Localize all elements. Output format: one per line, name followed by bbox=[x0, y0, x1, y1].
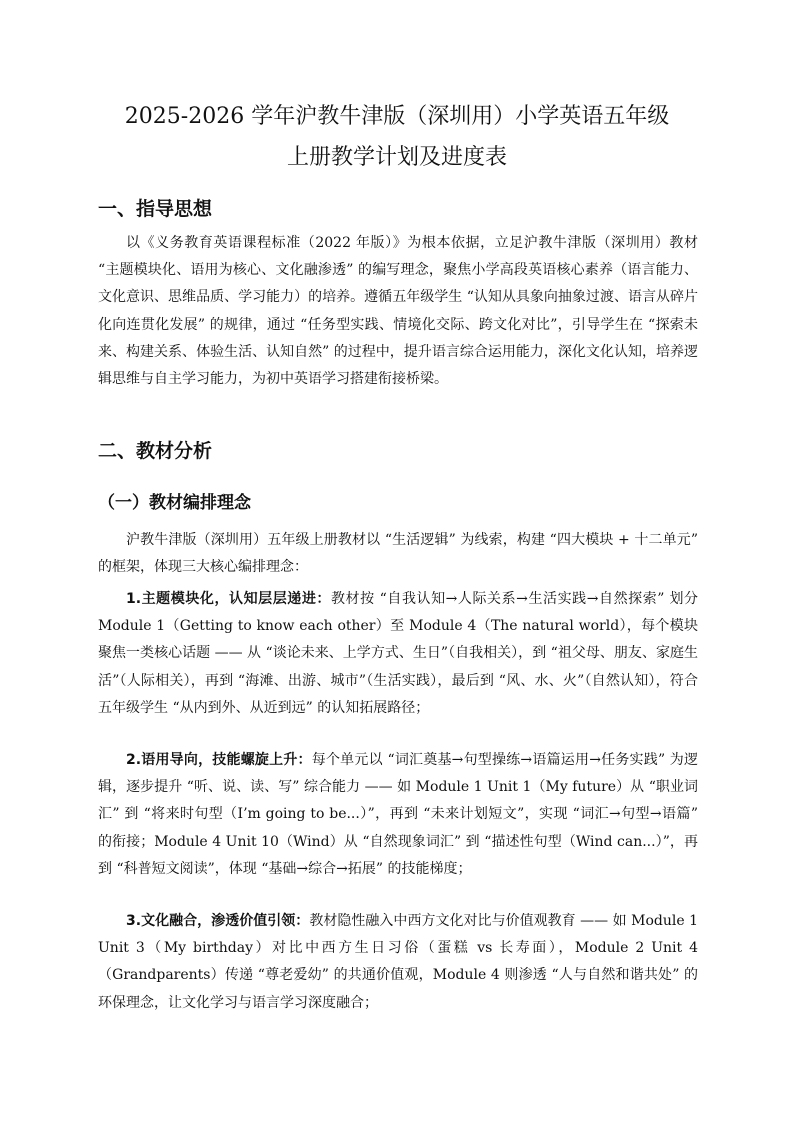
concept-item-3-lead: 3.文化融合，渗透价值引领： bbox=[126, 913, 310, 929]
concept-item-3 bbox=[98, 908, 698, 1017]
document-title-line-2: 上册教学计划及进度表 bbox=[286, 145, 507, 170]
concept-item-3-text: 教材隐性融入中西方文化对比与价值观教育 —— 如 Module 1 Unit 3（My birthday）对比中西方生日习俗（蛋糕 vs 长寿面），Module 2 Unit 4（Grandparents）传递 “尊老爱幼” 的共通价值观，Module 4 则渗透 “人与自然和谐共处” 的环保理念，让文化学习与语言学习深度融合； bbox=[98, 913, 698, 1011]
concept-item-1-text: 教材按 “自我认知→人际关系→生活实践→自然探索” 划分 Module 1（Getting to know each other）至 Module 4（The natural world），每个模块聚焦一类核心话题 —— 从 “谈论未来、上学方式、生日”（自我相关），到 “祖父母、朋友、家庭生活”（人际相关），再到 “海滩、出游、城市”（生活实践），最后到 “风、水、火”（自然认知），符合五年级学生 “从内到外、从近到远” 的认知拓展路径； bbox=[98, 591, 699, 716]
compilation-intro-paragraph: 沪教牛津版（深圳用）五年级上册教材以 “生活逻辑” 为线索，构建 “四大模块 + 十二单元” 的框架，体现三大核心编排理念： bbox=[98, 532, 698, 576]
concept-item-1 bbox=[98, 586, 698, 722]
section-heading-textbook-analysis: 二、教材分析 bbox=[98, 440, 213, 462]
subheading-compilation-concept: （一）教材编排理念 bbox=[98, 493, 251, 513]
section-heading-guiding-ideology: 一、指导思想 bbox=[98, 198, 213, 220]
concept-item-1-lead: 1.主题模块化，认知层层递进： bbox=[126, 591, 331, 607]
concept-item-2 bbox=[98, 747, 698, 883]
concept-item-2-text: 每个单元以 “词汇奠基→句型操练→语篇运用→任务实践” 为逻辑，逐步提升 “听、说、读、写” 综合能力 —— 如 Module 1 Unit 1（My future）从 “职业词汇” 到 “将来时句型（I’m going to be...）”，再到 “未来计划短文”，实现 “词汇→句型→语篇” 的衔接；Module 4 Unit 10（Wind）从 “自然现象词汇” 到 “描述性句型（Wind can...）”，再到 “科普短文阅读”，体现 “基础→综合→拓展” 的技能梯度； bbox=[98, 752, 698, 877]
guiding-ideology-paragraph: 以《义务教育英语课程标准（2022 年版）》为根本依据，立足沪教牛津版（深圳用）教材 “主题模块化、语用为核心、文化融渗透” 的编写理念，聚焦小学高段英语核心素养（语言能力、文化意识、思维品质、学习能力）的培养。遵循五年级学生 “认知从具象向抽象过渡、语言从碎片化向连贯化发展” 的规律，通过 “任务型实践、情境化交际、跨文化对比”，引导学生在 “探索未来、构建关系、体验生活、认知自然” 的过程中，提升语言综合运用能力，深化文化认知，培养逻辑思维与自主学习能力，为初中英语学习搭建衔接桥梁。 bbox=[98, 235, 698, 388]
concept-item-2-lead: 2.语用导向，技能螺旋上升： bbox=[126, 752, 312, 768]
document-title-line-1: 2025-2026 学年沪教牛津版（深圳用）小学英语五年级 bbox=[124, 104, 670, 129]
